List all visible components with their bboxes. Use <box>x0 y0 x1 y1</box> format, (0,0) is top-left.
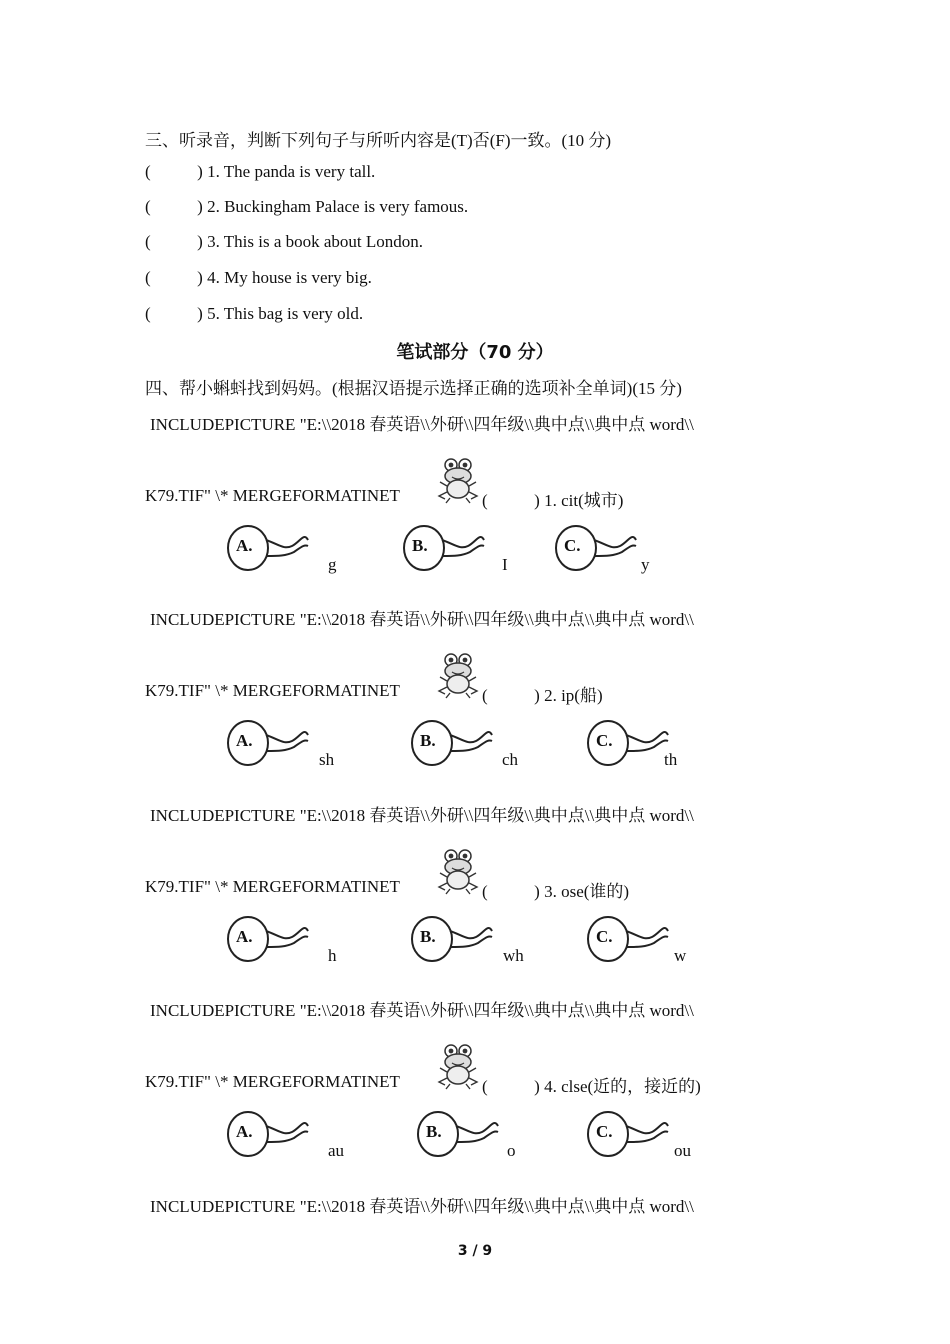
answer-blank-open: ( <box>482 1077 488 1096</box>
frog-icon <box>436 847 480 895</box>
list-item <box>145 197 468 217</box>
frog-icon <box>436 456 480 504</box>
answer-blank-open: ( <box>482 882 488 901</box>
question-stem <box>482 681 603 706</box>
list-item <box>145 162 375 182</box>
option-text: g <box>328 555 337 574</box>
page-number: 3 / 9 <box>457 1243 493 1259</box>
option-letter: C. <box>564 536 581 555</box>
question-stem <box>482 486 623 511</box>
option-text: ch <box>502 750 519 769</box>
option-text: ou <box>674 1141 691 1160</box>
option-text: au <box>328 1141 345 1160</box>
include-field-code: INCLUDEPICTURE "E:\\2018 春英语\\外研\\四年级\\典中点\\典中点 word\\ <box>150 415 694 434</box>
answer-blank-open: ( <box>145 197 151 216</box>
merge-field-code: K79.TIF" \* MERGEFORMATINET <box>145 1072 400 1091</box>
include-field-code: INCLUDEPICTURE "E:\\2018 春英语\\外研\\四年级\\典中点\\典中点 word\\ <box>150 806 694 825</box>
question-text: ) 3. ose(谁的) <box>534 882 630 901</box>
answer-blank-open: ( <box>145 232 151 251</box>
option-letter: B. <box>420 927 436 946</box>
option-letter: A. <box>236 927 253 946</box>
option-text: w <box>674 946 687 965</box>
option-letter: A. <box>236 536 253 555</box>
option-letter: B. <box>412 536 428 555</box>
option-text: o <box>507 1141 516 1160</box>
statement-text: ) 1. The panda is very tall. <box>197 162 376 181</box>
option-letter: C. <box>596 1122 613 1141</box>
merge-field-code: K79.TIF" \* MERGEFORMATINET <box>145 681 400 700</box>
statement-text: ) 5. This bag is very old. <box>197 304 364 323</box>
section3-heading: 三、听录音，判断下列句子与所听内容是(T)否(F)一致。(10 分) <box>145 131 612 150</box>
option-letter: A. <box>236 1122 253 1141</box>
statement-text: ) 3. This is a book about London. <box>197 232 424 251</box>
written-part-title: 笔试部分（70 分） <box>396 342 554 363</box>
question-stem <box>482 1072 701 1097</box>
question-stem <box>482 877 629 902</box>
include-field-code: INCLUDEPICTURE "E:\\2018 春英语\\外研\\四年级\\典中点\\典中点 word\\ <box>150 1197 694 1216</box>
statement-text: ) 4. My house is very big. <box>197 268 372 287</box>
include-field-code: INCLUDEPICTURE "E:\\2018 春英语\\外研\\四年级\\典中点\\典中点 word\\ <box>150 1001 694 1020</box>
question-text: ) 1. cit(城市) <box>534 491 624 510</box>
list-item <box>145 268 372 288</box>
list-item <box>145 304 363 324</box>
option-letter: B. <box>420 731 436 750</box>
answer-blank-open: ( <box>145 162 151 181</box>
question-text: ) 2. ip(船) <box>534 686 603 705</box>
option-letter: A. <box>236 731 253 750</box>
option-text: sh <box>319 750 335 769</box>
answer-blank-open: ( <box>482 491 488 510</box>
section4-heading: 四、帮小蝌蚪找到妈妈。(根据汉语提示选择正确的选项补全单词)(15 分) <box>145 379 682 398</box>
option-text: wh <box>503 946 524 965</box>
option-text: h <box>328 946 337 965</box>
include-field-code: INCLUDEPICTURE "E:\\2018 春英语\\外研\\四年级\\典中点\\典中点 word\\ <box>150 610 694 629</box>
option-text: th <box>664 750 678 769</box>
frog-icon <box>436 1042 480 1090</box>
option-text: y <box>641 555 650 574</box>
option-text: I <box>502 555 508 574</box>
merge-field-code: K79.TIF" \* MERGEFORMATINET <box>145 486 400 505</box>
merge-field-code: K79.TIF" \* MERGEFORMATINET <box>145 877 400 896</box>
statement-text: ) 2. Buckingham Palace is very famous. <box>197 197 469 216</box>
answer-blank-open: ( <box>145 268 151 287</box>
list-item <box>145 232 423 252</box>
option-letter: B. <box>426 1122 442 1141</box>
frog-icon <box>436 651 480 699</box>
option-letter: C. <box>596 731 613 750</box>
question-text: ) 4. clse(近的，接近的) <box>534 1077 701 1096</box>
answer-blank-open: ( <box>482 686 488 705</box>
answer-blank-open: ( <box>145 304 151 323</box>
option-letter: C. <box>596 927 613 946</box>
